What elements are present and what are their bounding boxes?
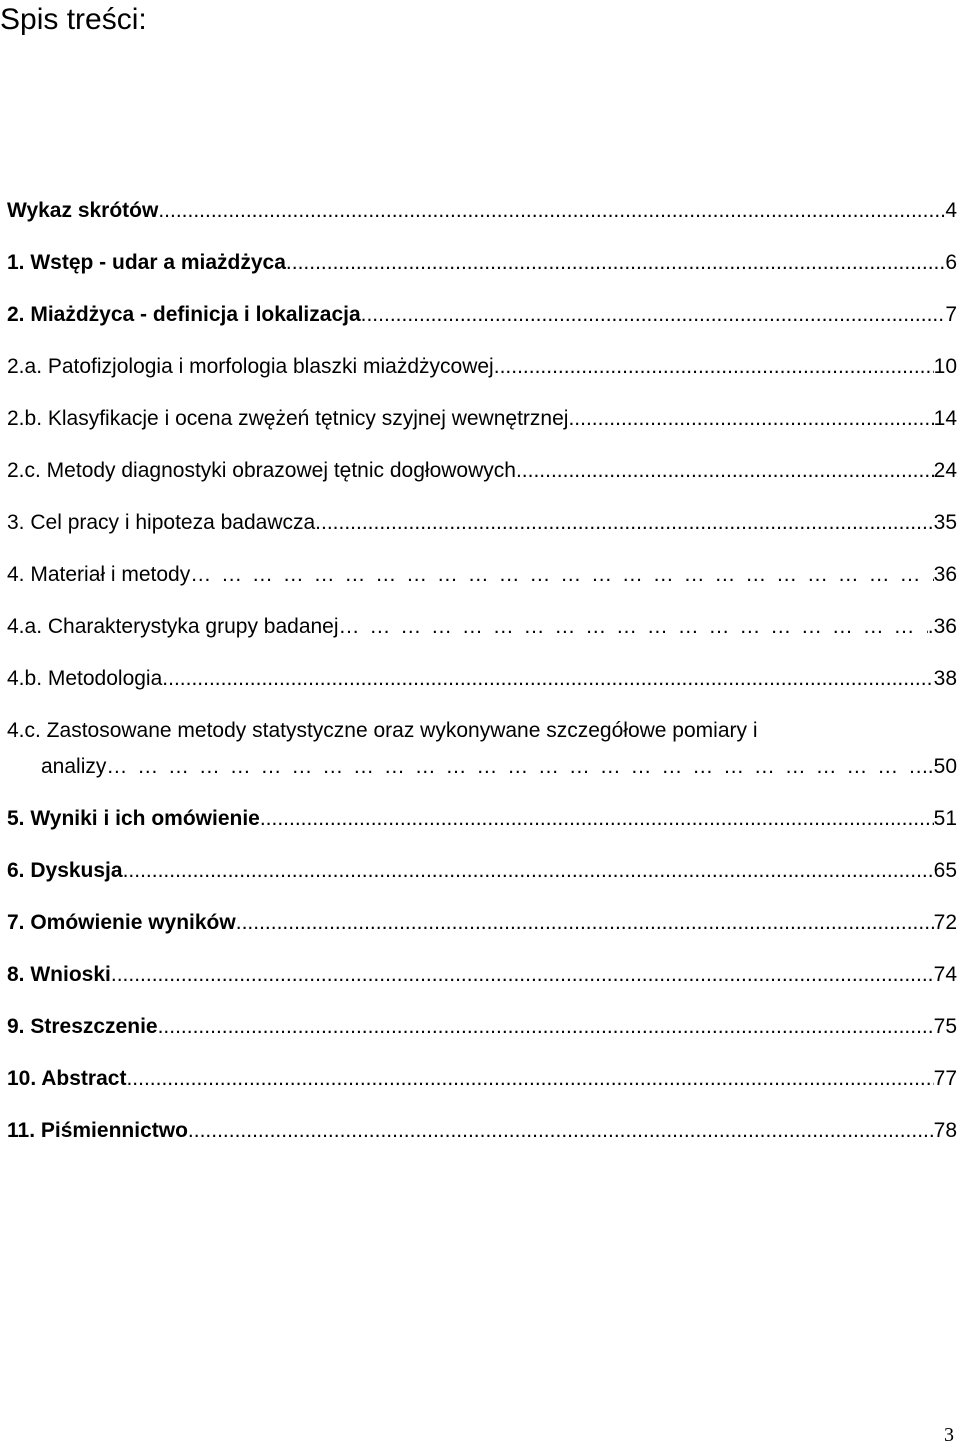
toc-entry[interactable] [7,1004,960,1056]
toc-entry-label: 2.b. Klasyfikacje i ocena zwężeń tętnicy szyjnej wewnętrznej [7,407,569,430]
toc-leader-dots [286,240,945,286]
toc-entry[interactable] [7,604,960,656]
toc-leader-ellipsis [106,744,922,790]
toc-entry[interactable] [7,656,960,708]
toc-entry-continuation[interactable] [7,744,960,796]
toc-leader-ellipsis [339,604,928,650]
toc-entry[interactable] [7,848,960,900]
toc-entry-page: 24 [933,459,957,482]
toc-entry-label: 1. Wstęp - udar a miażdżyca [7,251,286,274]
toc-entry-page: 72 [933,911,957,934]
toc-heading: Spis treści: [0,3,147,36]
toc-entry-label: 2.c. Metody diagnostyki obrazowej tętnic dogłowowych [7,459,516,482]
toc-leader-dots [568,396,933,442]
toc-entry[interactable] [7,552,960,604]
toc-entry-label: 4.a. Charakterystyka grupy badanej [7,615,339,638]
toc-entry-label: 2. Miażdżyca - definicja i lokalizacja [7,303,361,326]
page-number: 3 [944,1424,954,1446]
toc-leader-dots [315,500,933,546]
toc-entry[interactable] [7,1056,960,1108]
toc-leader-dots [516,448,934,494]
toc-entry[interactable] [7,708,960,744]
toc-entry-label: 7. Omówienie wyników [7,911,236,934]
toc-leader-dots [126,1056,933,1102]
toc-leader-dots [260,796,934,842]
toc-entry[interactable] [7,396,960,448]
table-of-contents [7,188,960,1160]
toc-leader-dots [158,188,945,234]
toc-leader-ellipsis [190,552,933,598]
toc-entry[interactable] [7,796,960,848]
toc-entry-page: 36 [933,563,957,586]
toc-entry[interactable] [7,188,960,240]
toc-entry-label: 2.a. Patofizjologia i morfologia blaszki miażdżycowej [7,355,494,378]
toc-entry-label: 3. Cel pracy i hipoteza badawcza [7,511,316,534]
toc-entry-label: 10. Abstract [7,1067,127,1090]
toc-entry-page: 14 [933,407,957,430]
toc-entry-page: 78 [933,1119,957,1142]
toc-entry[interactable] [7,1108,960,1160]
toc-entry-page: 38 [933,667,957,690]
toc-entry-label: 9. Streszczenie [7,1015,158,1038]
toc-entry-page: 10 [933,355,957,378]
toc-entry-label: 8. Wnioski [7,963,111,986]
toc-entry-page: 35 [933,511,957,534]
toc-leader-dots [123,848,934,894]
toc-entry-label: 4.c. Zastosowane metody statystyczne oraz wykonywane szczegółowe pomiary i [7,719,758,742]
toc-entry-page: 74 [933,963,957,986]
toc-entry-page: 6 [945,251,957,274]
toc-entry-label: 11. Piśmiennictwo [7,1119,188,1142]
toc-entry-label: Wykaz skrótów [7,199,159,222]
toc-leader-dots [361,292,946,338]
toc-leader-dots [111,952,934,998]
toc-entry-label: 4. Materiał i metody [7,563,191,586]
toc-entry[interactable] [7,292,960,344]
toc-entry[interactable] [7,240,960,292]
toc-entry[interactable] [7,900,960,952]
toc-entry-page: .36 [927,615,957,638]
toc-entry-label: 6. Dyskusja [7,859,123,882]
toc-entry[interactable] [7,952,960,1004]
toc-entry[interactable] [7,448,960,500]
toc-entry-page: 77 [933,1067,957,1090]
toc-entry-label: analizy [41,755,107,778]
toc-leader-dots [494,344,934,390]
toc-entry[interactable] [7,500,960,552]
toc-entry-label: 5. Wyniki i ich omówienie [7,807,260,830]
toc-entry-page: 4 [945,199,957,222]
toc-entry-page: 75 [933,1015,957,1038]
toc-leader-dots [236,900,934,946]
toc-entry[interactable] [7,344,960,396]
toc-entry-page: ..50 [921,755,957,778]
toc-entry-label: 4.b. Metodologia [7,667,163,690]
toc-entry-page: 65 [933,859,957,882]
toc-entry-page: 51 [933,807,957,830]
toc-leader-dots [158,1004,934,1050]
toc-leader-dots [162,656,933,702]
toc-leader-dots [188,1108,934,1154]
toc-entry-page: 7 [945,303,957,326]
